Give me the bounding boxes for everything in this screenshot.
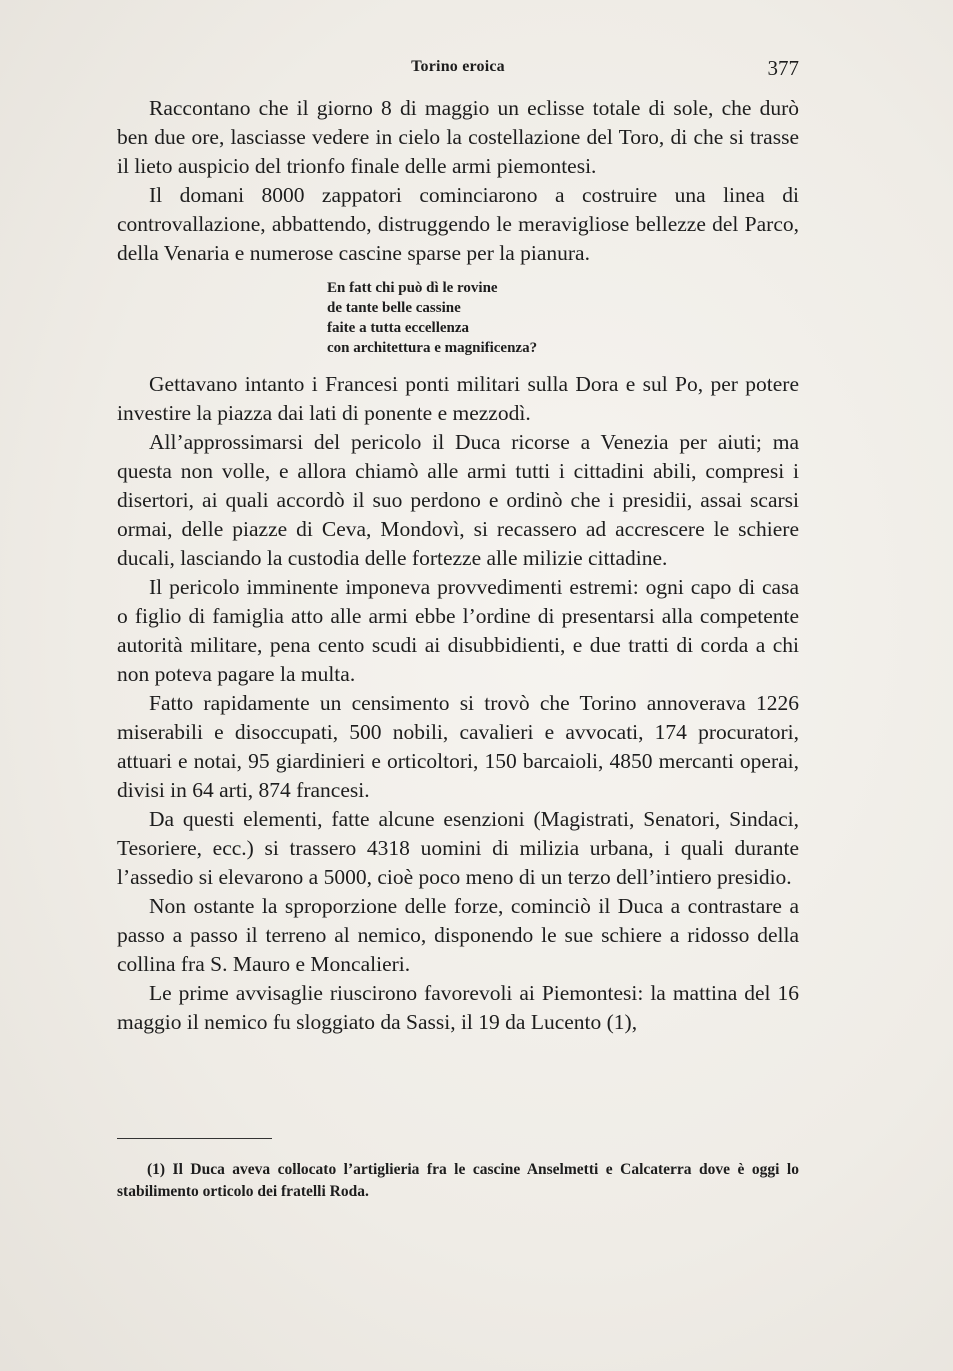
footnote: (1) Il Duca aveva collocato l’artiglieria fra le cascine Anselmetti e Calcaterra dove è oggi lo stabilimento orticolo dei fratelli Roda. [117, 1161, 799, 1200]
verse-line: de tante belle cassine [327, 300, 461, 316]
page-header [117, 56, 799, 82]
paragraph: Il pericolo imminente imponeva provvedimenti estremi: ogni capo di casa o figlio di famiglia atto alle armi ebbe l’ordine di presentarsi alla competente autorità militare, pena cento scudi ai disubbidienti, e due tratti di corda a chi non poteva pagare la multa. [117, 575, 799, 686]
paragraph: Le prime avvisaglie riuscirono favorevoli ai Piemontesi: la mattina del 16 maggio il nemico fu sloggiato da Sassi, il 19 da Lucento (1), [117, 981, 799, 1034]
paragraph: All’approssimarsi del pericolo il Duca ricorse a Venezia per aiuti; ma questa non volle, e allora chiamò alle armi tutti i cittadini abili, compresi i disertori, ai quali accordò il suo perdono e ordinò che i presidii, assai scarsi ormai, delle piazze di Ceva, Mondovì, si recassero ad accrescere le schiere ducali, lasciando la custodia delle fortezze alle milizie cittadine. [117, 430, 799, 570]
paragraph: Il domani 8000 zappatori cominciarono a costruire una linea di controvallazione, abbattendo, distruggendo le meravigliose bellezze del Parco, della Venaria e numerose cascine sparse per la pianura. [117, 183, 799, 265]
body-text [117, 94, 799, 1037]
paragraph: Gettavano intanto i Francesi ponti militari sulla Dora e sul Po, per potere investire la piazza dai lati di ponente e mezzodì. [117, 372, 799, 425]
page-number: 377 [767, 56, 799, 80]
verse-quotation [327, 278, 799, 358]
paragraph: Da questi elementi, fatte alcune esenzioni (Magistrati, Senatori, Sindaci, Tesoriere, ecc.) si trassero 4318 uomini di milizia urbana, i quali durante l’assedio si elevarono a 5000, cioè poco meno di un terzo dell’intiero presidio. [117, 807, 799, 889]
footnote-divider [117, 1138, 272, 1139]
verse-line: con architettura e magnificenza? [327, 340, 538, 356]
running-title: Torino eroica [411, 58, 505, 75]
verse-line: faite a tutta eccellenza [327, 320, 470, 336]
paragraph: Raccontano che il giorno 8 di maggio un eclisse totale di sole, che durò ben due ore, lasciasse vedere in cielo la costellazione del Toro, di che si trasse il lieto auspicio del trionfo finale delle armi piemontesi. [117, 96, 799, 178]
paragraph: Non ostante la sproporzione delle forze, cominciò il Duca a contrastare a passo a passo il terreno al nemico, disponendo le sue schiere a ridosso della collina fra S. Mauro e Moncalieri. [117, 894, 799, 976]
verse-line: En fatt chi può dì le rovine [327, 280, 498, 296]
paragraph: Fatto rapidamente un censimento si trovò che Torino annoverava 1226 miserabili e disoccupati, 500 nobili, cavalieri e avvocati, 174 procuratori, attuari e notai, 95 giardinieri e orticoltori, 150 barcaioli, 4850 mercanti operai, divisi in 64 arti, 874 francesi. [117, 691, 799, 802]
